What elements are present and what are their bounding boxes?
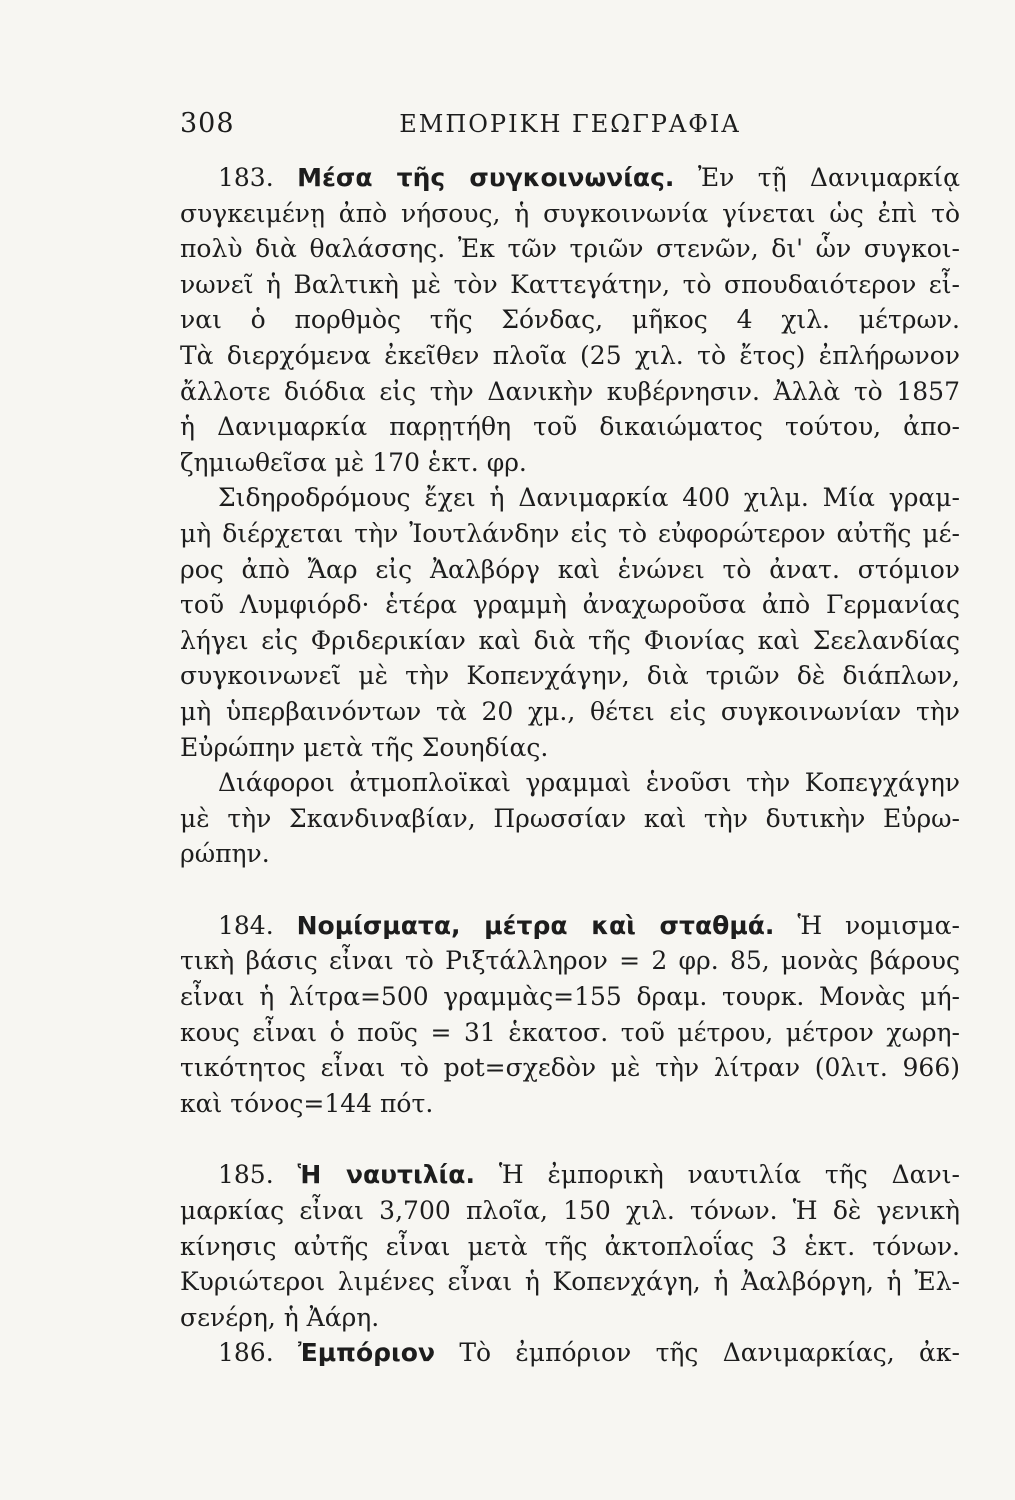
text-line: Διάφοροι ἀτμοπλοϊκαὶ γραμμαὶ ἑνοῦσι τὴν Κοπεγχάγην <box>218 768 960 798</box>
text-line: Τὸ ἐμπόριον τῆς Δανιμαρκίας, ἀκ- <box>459 1338 960 1368</box>
text-line: κους εἶναι ὁ ποῦς = 31 ἑκατοσ. τοῦ μέτρου, μέτρον χωρη- <box>180 1017 960 1047</box>
text-line: μὴ ὑπερβαινόντων τὰ 20 χμ., θέτει εἰς συγκοινωνίαν τὴν <box>180 696 960 726</box>
text-line: τικότητος εἶναι τὸ pot=σχεδὸν μὲ τὴν λίτραν (0λιτ. 966) <box>180 1053 960 1083</box>
text-line: ναι ὁ πορθμὸς τῆς Σόνδας, μῆκος 4 χιλ. μέτρων. <box>180 305 960 335</box>
text-line: μὲ τὴν Σκανδιναβίαν, Πρωσσίαν καὶ τὴν δυτικὴν Εὐρω- <box>180 803 960 833</box>
text-line: λήγει εἰς Φριδερικίαν καὶ διὰ τῆς Φιονίας καὶ Σεελανδίας <box>180 625 960 655</box>
text-line: Ἐν τῇ Δανιμαρκίᾳ <box>697 163 960 192</box>
text-line: ἡ Δανιμαρκία παρῃτήθη τοῦ δικαιώματος τούτου, ἀπο- <box>180 412 960 442</box>
section-number: 186. <box>218 1338 274 1368</box>
section-number: 183. <box>218 163 274 192</box>
section-heading: Μέσα τῆς συγκοινωνίας. <box>297 163 675 192</box>
section-heading-line <box>180 1157 960 1193</box>
text-line: Σιδηροδρόμους ἔχει ἡ Δανιμαρκία 400 χιλμ. Μία γραμ- <box>218 483 960 513</box>
text-line: νωνεῖ ἡ Βαλτικὴ μὲ τὸν Καττεγάτην, τὸ σπουδαιότερον εἶ- <box>180 269 960 299</box>
text-line: Εὐρώπην μετὰ τῆς Σουηδίας. <box>180 732 549 762</box>
section-gap <box>180 1121 960 1157</box>
text-line: καὶ τόνος=144 πότ. <box>180 1088 434 1118</box>
page-number: 308 <box>180 108 235 139</box>
section-number: 185. <box>218 1160 274 1190</box>
text-line: Κυριώτεροι λιμένες εἶναι ἡ Κοπενχάγη, ἡ Ἀαλβόργη, ἡ Ἐλ- <box>180 1267 960 1297</box>
text-line: ἄλλοτε διόδια εἰς τὴν Δανικὴν κυβέρνησιν. Ἀλλὰ τὸ 1857 <box>180 376 960 406</box>
paragraph-railways <box>180 480 960 765</box>
text-line: τικὴ βάσις εἶναι τὸ Ριξτάλληρον = 2 φρ. 85, μονὰς βάρους <box>180 946 960 976</box>
section-184 <box>180 908 960 1122</box>
page-header <box>180 108 960 148</box>
text-line: ρώπην. <box>180 839 270 869</box>
text-line: κίνησις αὐτῆς εἶναι μετὰ τῆς ἀκτοπλοΐας 3 ἑκτ. τόνων. <box>180 1231 960 1261</box>
section-heading-line <box>180 1335 960 1371</box>
section-heading: Ἐμπόριον <box>298 1338 435 1368</box>
text-line: εἶναι ἡ λίτρα=500 γραμμὰς=155 δραμ. τουρκ. Μονὰς μή- <box>180 982 960 1012</box>
section-185 <box>180 1157 960 1335</box>
text-line: συγκοινωνεῖ μὲ τὴν Κοπενχάγην, διὰ τριῶν δὲ διάπλων, <box>180 661 960 691</box>
body-text <box>180 160 960 1371</box>
text-line: πολὺ διὰ θαλάσσης. Ἐκ τῶν τριῶν στενῶν, δι' ὧν συγκοι- <box>180 234 960 264</box>
text-line: Τὰ διερχόμενα ἐκεῖθεν πλοῖα (25 χιλ. τὸ ἔτος) ἐπλήρωνον <box>180 340 960 370</box>
text-line: σενέρη, ἡ Ἀάρη. <box>180 1302 380 1332</box>
text-line: ρος ἀπὸ Ἄαρ εἰς Ἀαλβόργ καὶ ἑνώνει τὸ ἀνατ. στόμιον <box>180 554 960 584</box>
section-number: 184. <box>218 910 274 940</box>
section-186 <box>180 1335 960 1371</box>
text-line: Ἡ νομισμα- <box>797 910 960 940</box>
section-183 <box>180 160 960 480</box>
section-heading-line <box>180 160 960 196</box>
text-line: τοῦ Λυμφιόρδ· ἑτέρα γραμμὴ ἀναχωροῦσα ἀπὸ Γερμανίας <box>180 590 960 620</box>
paragraph-steamships <box>180 765 960 872</box>
running-title: ΕΜΠΟΡΙΚΗ ΓΕΩΓΡΑΦΙΑ <box>399 110 741 138</box>
text-line: Ἡ ἐμπορικὴ ναυτιλία τῆς Δανι- <box>498 1160 960 1190</box>
text-line: ζημιωθεῖσα μὲ 170 ἑκτ. φρ. <box>180 447 527 477</box>
section-heading-line <box>180 908 960 944</box>
text-line: μὴ διέρχεται τὴν Ἰουτλάνδην εἰς τὸ εὐφορώτερον αὐτῆς μέ- <box>180 518 960 548</box>
section-heading: Νομίσματα, μέτρα καὶ σταθμά. <box>296 910 775 940</box>
text-line: μαρκίας εἶναι 3,700 πλοῖα, 150 χιλ. τόνων. Ἡ δὲ γενικὴ <box>180 1196 960 1226</box>
section-gap <box>180 872 960 908</box>
section-heading: Ἡ ναυτιλία. <box>297 1160 475 1190</box>
text-line: συγκειμένῃ ἀπὸ νήσους, ἡ συγκοινωνία γίνεται ὡς ἐπὶ τὸ <box>180 198 960 228</box>
